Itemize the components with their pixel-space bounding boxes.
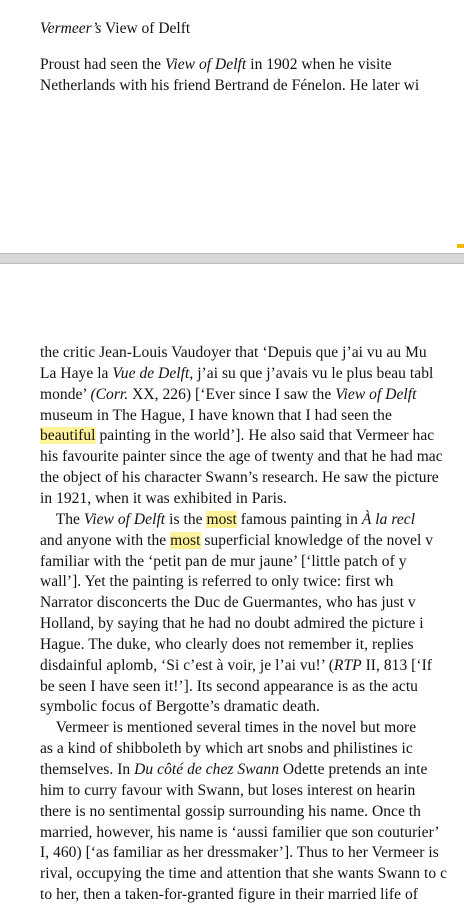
text-line: there is no sentimental gossip surrounding his name. Once th <box>40 802 421 820</box>
text-line: disdainful aplomb, ‘Si c’est à voir, je l’ai vu!’ (RTP II, 813 [‘If <box>40 656 433 674</box>
text-line: and anyone with the most superficial knowledge of the novel v <box>40 531 434 549</box>
text-line: Netherlands with his friend Bertrand de Fénelon. He later wi <box>40 77 420 94</box>
text-line: to her, then a taken-for-granted figure in their married life of <box>40 886 418 904</box>
text-line: monde’ (Corr. XX, 226) [‘Ever since I saw the View of Delft <box>40 385 417 403</box>
text-line: as a kind of shibboleth by which art snobs and philistines ic <box>40 740 413 758</box>
text-line: I, 460) [‘as familiar as her dressmaker’]. Thus to her Vermeer is <box>40 844 439 862</box>
text-line: wall’]. Yet the painting is referred to only twice: first wh <box>40 573 394 591</box>
text-line: Proust had seen the View of Delft in 1902 when he visite <box>40 56 392 73</box>
text-line: The View of Delft is the most famous painting in À la recl <box>40 510 416 528</box>
page-separator <box>0 253 464 264</box>
text-line: married, however, his name is ‘aussi familier que son couturier’ <box>40 823 440 841</box>
text-line: Holland, by saying that he had no doubt admired the picture i <box>40 615 424 633</box>
text-line: rival, occupying the time and attention that she wants Swann to c <box>40 865 448 883</box>
text-line: Narrator disconcerts the Duc de Guermantes, who has just v <box>40 594 416 612</box>
text-line: in 1921, when it was exhibited in Paris. <box>40 489 287 507</box>
page-top <box>0 0 464 253</box>
running-header-italic: Vermeer’s <box>40 20 102 37</box>
text-line: his favourite painter since the age of twenty and that he had mac <box>40 448 443 466</box>
text-line: be seen I have seen it!’]. Its second appearance is as the actu <box>40 677 418 695</box>
text-line: Hague. The duke, who clearly does not remember it, replies <box>40 635 414 653</box>
scroll-position-marker[interactable] <box>457 244 464 248</box>
running-header-text: View of Delft <box>101 20 191 37</box>
text-line: him to curry favour with Swann, but loses interest on hearin <box>40 781 416 799</box>
running-header <box>40 20 190 38</box>
text-line: Vermeer is mentioned several times in the novel but more <box>40 719 417 737</box>
text-line: La Haye la Vue de Delft, j’ai su que j’avais vu le plus beau tabl <box>40 364 434 382</box>
text-line: symbolic focus of Bergotte’s dramatic death. <box>40 698 320 716</box>
text-line: the critic Jean-Louis Vaudoyer that ‘Depuis que j’ai vu au Mu <box>40 344 427 361</box>
text-line: familiar with the ‘petit pan de mur jaune’ [‘little patch of y <box>40 552 407 570</box>
text-line: museum in The Hague, I have known that I had seen the <box>40 406 392 424</box>
text-line: beautiful painting in the world’]. He also said that Vermeer hac <box>40 427 435 445</box>
text-line: themselves. In Du côté de chez Swann Odette pretends an inte <box>40 761 428 778</box>
text-line: the object of his character Swann’s research. He saw the picture <box>40 469 439 487</box>
page-bottom <box>0 264 464 904</box>
